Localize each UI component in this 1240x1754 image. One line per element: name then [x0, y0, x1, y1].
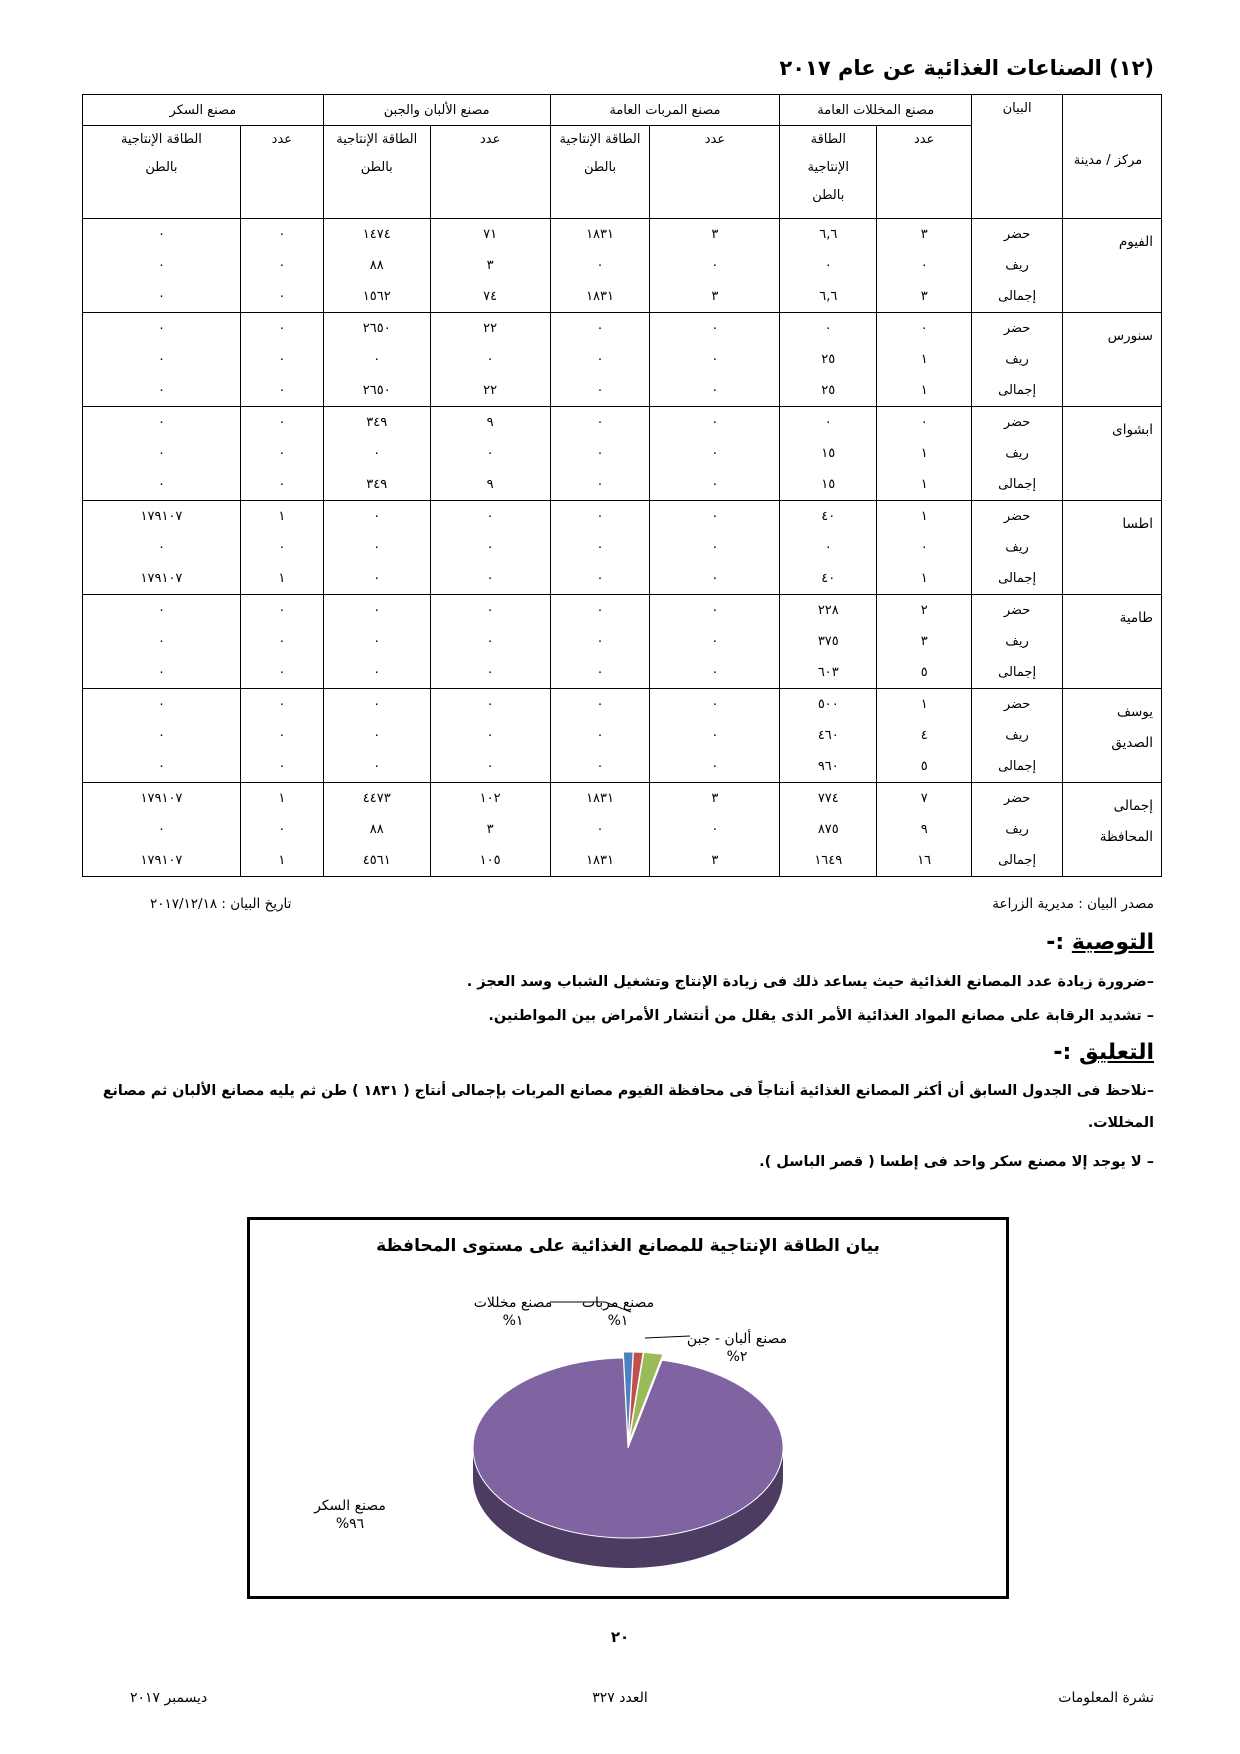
- slice-label-sugar: مصنع السكر ٩٦%: [314, 1498, 386, 1532]
- table-cell: ٠ ٠ ٠: [650, 313, 780, 407]
- header-city: مركز / مدينة: [1063, 95, 1162, 219]
- table-cell: ٠ ١ ١: [877, 407, 972, 501]
- table-cell: ٠ ٠ ٠: [430, 501, 550, 595]
- subheader-count: عدد: [877, 126, 972, 219]
- table-cell: ٠ ٠ ٠: [83, 313, 241, 407]
- table-cell: ٧٧٤ ٨٧٥ ١٦٤٩: [780, 783, 877, 877]
- header-item: البيان: [972, 95, 1063, 219]
- row-labels: حضر ريف إجمالى: [972, 689, 1063, 783]
- slice-label-dairy: مصنع ألبان - جبن ٢%: [686, 1331, 788, 1365]
- table-cell: ١ ٠ ١: [240, 501, 323, 595]
- city-name: الفيوم: [1063, 219, 1162, 313]
- table-cell: ٠ ٠ ٠: [550, 313, 650, 407]
- table-cell: ٩ ٠ ٩: [430, 407, 550, 501]
- subheader-count: عدد: [650, 126, 780, 219]
- table-cell: ٣ ٠ ٣: [877, 219, 972, 313]
- table-cell: ٦,٦ ٠ ٦,٦: [780, 219, 877, 313]
- subheader-capacity: الطاقة الإنتاجية بالطن: [83, 126, 241, 219]
- table-cell: ٣٤٩ ٠ ٣٤٩: [323, 407, 430, 501]
- table-cell: ٠ ٠ ٠: [240, 219, 323, 313]
- city-name: إجمالى المحافظة: [1063, 783, 1162, 877]
- table-cell: ١ ٤ ٥: [877, 689, 972, 783]
- table-cell: ٠ ٠ ٠: [550, 407, 650, 501]
- table-cell: ٠ ٠ ٠: [83, 219, 241, 313]
- table-cell: ٠ ٠ ٠: [650, 407, 780, 501]
- table-cell: ٣ ٠ ٣: [650, 219, 780, 313]
- data-source: مصدر البيان : مديرية الزراعة: [992, 896, 1154, 912]
- footer-date: ديسمبر ٢٠١٧: [130, 1690, 208, 1706]
- city-name: ابشواى: [1063, 407, 1162, 501]
- chart-title: بيان الطاقة الإنتاجية للمصانع الغذائية على مستوى المحافظة: [376, 1236, 880, 1256]
- table-cell: ٢٢٨ ٣٧٥ ٦٠٣: [780, 595, 877, 689]
- table-cell: ٠ ٠ ٠: [240, 313, 323, 407]
- table-cell: ١٨٣١ ٠ ١٨٣١: [550, 783, 650, 877]
- subheader-capacity: الطاقة الإنتاجية بالطن: [550, 126, 650, 219]
- table-row: [83, 783, 1162, 877]
- table-cell: ٠ ٢٥ ٢٥: [780, 313, 877, 407]
- comment-item: –نلاحظ فى الجدول السابق أن أكثر المصانع الغذائية أنتاجاً فى محافظة الفيوم مصانع المربات بإجمالى أنتاج ( ١٨٣١ ) طن ثم يليه مصانع الألبان ثم مصانع المخللات.: [102, 1083, 1154, 1131]
- pie-svg: [250, 1220, 1006, 1596]
- recommendation-item: – تشديد الرقابة على مصانع المواد الغذائية الأمر الذى يقلل من أنتشار الأمراض بين المواطنين.: [488, 1008, 1154, 1024]
- table-cell: ٢٢ ٠ ٢٢: [430, 313, 550, 407]
- comment-item: – لا يوجد إلا مصنع سكر واحد فى إطسا ( قصر الباسل ).: [759, 1154, 1154, 1170]
- table-row: [83, 689, 1162, 783]
- comment-heading: التعليق :-: [1053, 1040, 1154, 1065]
- table-cell: ١٧٩١٠٧ ٠ ١٧٩١٠٧: [83, 783, 241, 877]
- slice-label-jams: مصنع مربات ١%: [581, 1295, 655, 1329]
- table-cell: ١٤٧٤ ٨٨ ١٥٦٢: [323, 219, 430, 313]
- table-cell: ٤٠ ٠ ٤٠: [780, 501, 877, 595]
- table-cell: ٥٠٠ ٤٦٠ ٩٦٠: [780, 689, 877, 783]
- table-cell: ٠ ٠ ٠: [240, 689, 323, 783]
- subheader-count: عدد: [240, 126, 323, 219]
- header-pickles: مصنع المخللات العامة: [780, 95, 972, 126]
- table-cell: ٠ ٠ ٠: [550, 689, 650, 783]
- row-labels: حضر ريف إجمالى: [972, 407, 1063, 501]
- table-row: [83, 313, 1162, 407]
- table-cell: ٧ ٩ ١٦: [877, 783, 972, 877]
- city-name: اطسا: [1063, 501, 1162, 595]
- header-dairy: مصنع الألبان والجبن: [323, 95, 550, 126]
- table-cell: ١٠٢ ٣ ١٠٥: [430, 783, 550, 877]
- city-name: طامية: [1063, 595, 1162, 689]
- slice-label-pickles: مصنع مخللات ١%: [473, 1295, 553, 1329]
- table-cell: ٠ ٠ ٠: [323, 689, 430, 783]
- table-cell: ٠ ٠ ٠: [240, 595, 323, 689]
- row-labels: حضر ريف إجمالى: [972, 219, 1063, 313]
- table-cell: ٠ ٠ ٠: [650, 689, 780, 783]
- table-cell: ٣ ٠ ٣: [650, 783, 780, 877]
- row-labels: حضر ريف إجمالى: [972, 501, 1063, 595]
- recommendation-heading: التوصية :-: [1046, 930, 1154, 955]
- city-name: يوسف الصديق: [1063, 689, 1162, 783]
- table-cell: ١ ٠ ١: [240, 783, 323, 877]
- table-row: [83, 219, 1162, 313]
- subheader-count: عدد: [430, 126, 550, 219]
- food-industries-table: [82, 94, 1162, 877]
- subheader-capacity: الطاقة الإنتاجية بالطن: [780, 126, 877, 219]
- table-row: [83, 501, 1162, 595]
- table-cell: ٠ ٠ ٠: [240, 407, 323, 501]
- table-cell: ١ ٠ ١: [877, 501, 972, 595]
- table-cell: ٠ ٠ ٠: [550, 595, 650, 689]
- recommendation-item: –ضرورة زيادة عدد المصانع الغذائية حيث يساعد ذلك فى زيادة الإنتاج وتشغيل الشباب وسد العجز .: [466, 974, 1154, 990]
- data-date: تاريخ البيان : ٢٠١٧/١٢/١٨: [150, 896, 292, 912]
- row-labels: حضر ريف إجمالى: [972, 595, 1063, 689]
- subheader-capacity: الطاقة الإنتاجية بالطن: [323, 126, 430, 219]
- table-cell: ١٨٣١ ٠ ١٨٣١: [550, 219, 650, 313]
- table-cell: ٠ ٠ ٠: [83, 407, 241, 501]
- row-labels: حضر ريف إجمالى: [972, 783, 1063, 877]
- table-cell: ٠ ٠ ٠: [430, 689, 550, 783]
- table-cell: ٤٤٧٣ ٨٨ ٤٥٦١: [323, 783, 430, 877]
- header-jams: مصنع المربات العامة: [550, 95, 780, 126]
- table-cell: ٠ ٠ ٠: [550, 501, 650, 595]
- pie-chart: [247, 1217, 1009, 1599]
- table-cell: ٧١ ٣ ٧٤: [430, 219, 550, 313]
- table-cell: ٠ ٠ ٠: [83, 689, 241, 783]
- page-number: ٢٠: [610, 1628, 630, 1646]
- table-cell: ٠ ٠ ٠: [323, 595, 430, 689]
- table-cell: ٢٦٥٠ ٠ ٢٦٥٠: [323, 313, 430, 407]
- table-cell: ٠ ٠ ٠: [430, 595, 550, 689]
- row-labels: حضر ريف إجمالى: [972, 313, 1063, 407]
- page-title: (١٢) الصناعات الغذائية عن عام ٢٠١٧: [779, 56, 1154, 80]
- table-cell: ٠ ١ ١: [877, 313, 972, 407]
- table-cell: ٠ ٠ ٠: [323, 501, 430, 595]
- table-cell: ٠ ١٥ ١٥: [780, 407, 877, 501]
- table-row: [83, 407, 1162, 501]
- table-cell: ٢ ٣ ٥: [877, 595, 972, 689]
- city-name: سنورس: [1063, 313, 1162, 407]
- table-cell: ٠ ٠ ٠: [83, 595, 241, 689]
- table-row: [83, 595, 1162, 689]
- header-sugar: مصنع السكر: [83, 95, 324, 126]
- footer-issue: العدد ٣٢٧: [592, 1690, 648, 1706]
- table-cell: ٠ ٠ ٠: [650, 501, 780, 595]
- table-cell: ١٧٩١٠٧ ٠ ١٧٩١٠٧: [83, 501, 241, 595]
- table-cell: ٠ ٠ ٠: [650, 595, 780, 689]
- footer-publication: نشرة المعلومات: [1058, 1690, 1154, 1706]
